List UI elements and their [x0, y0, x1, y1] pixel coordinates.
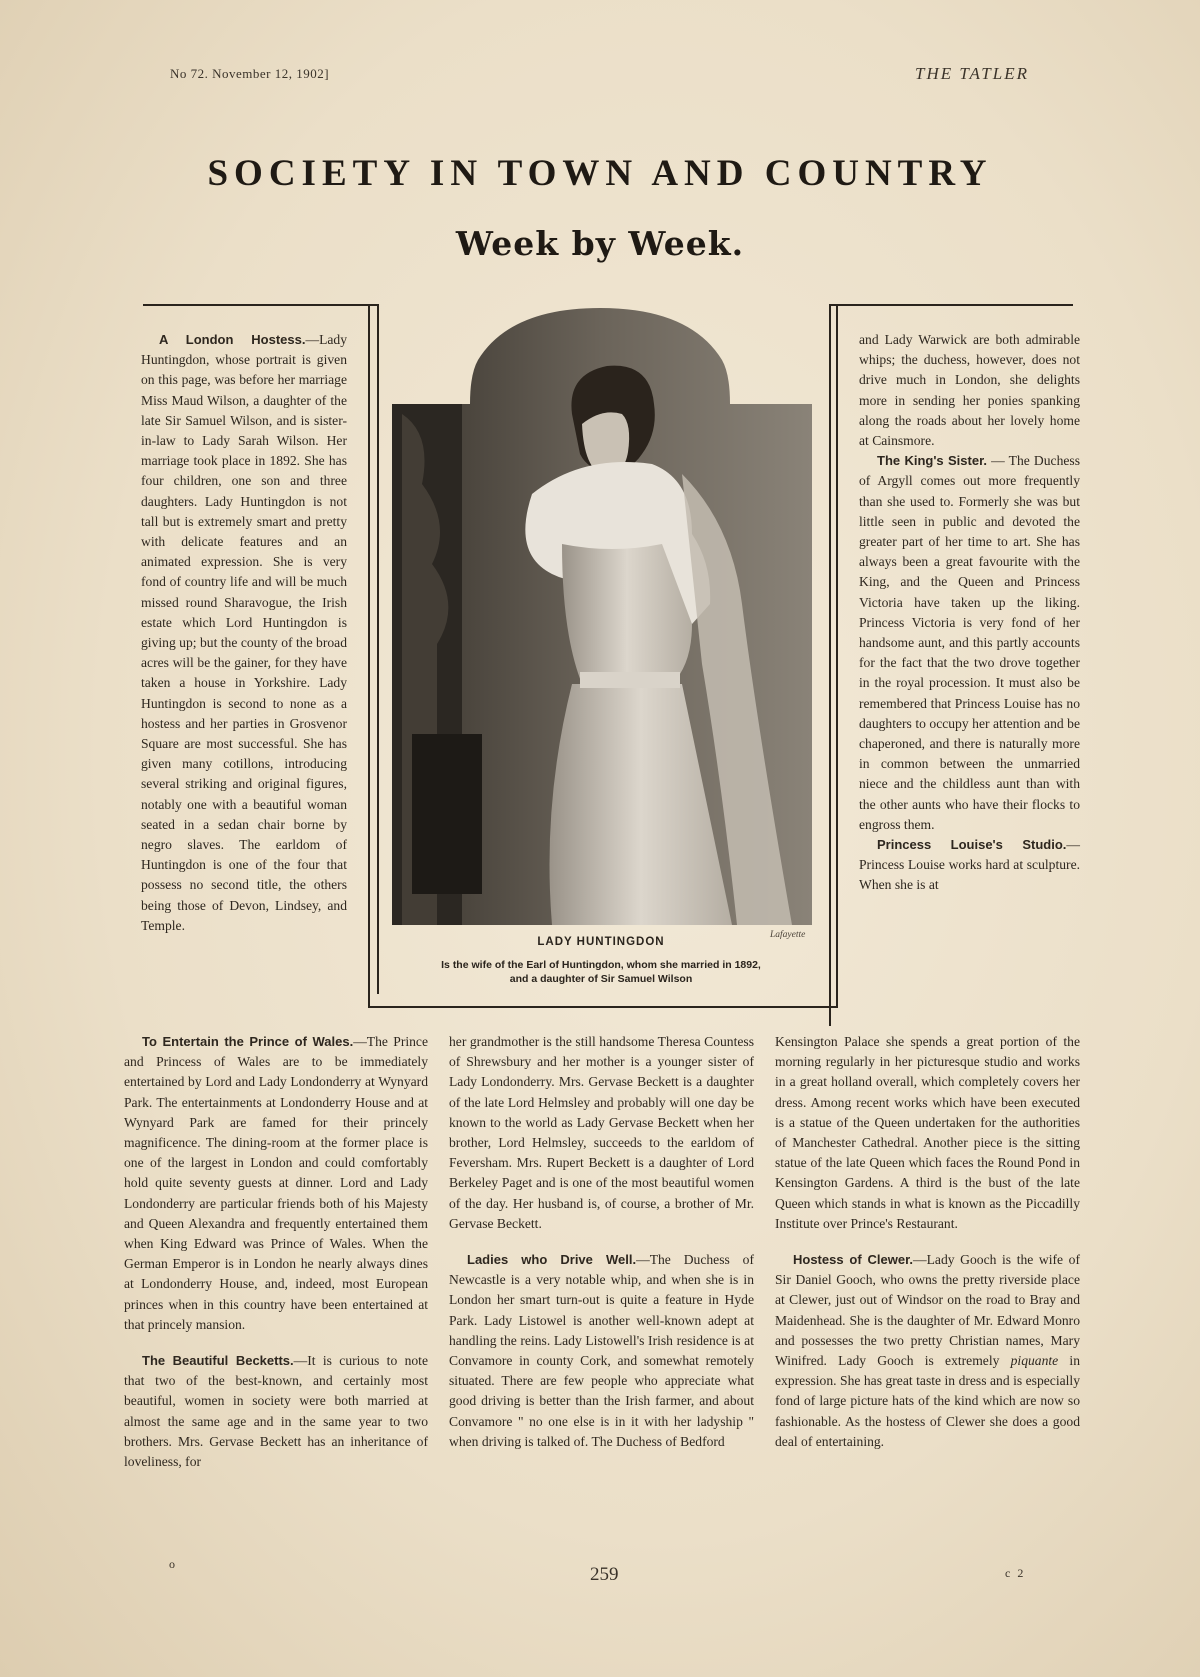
magazine-title: THE TATLER — [915, 64, 1029, 83]
photo-credit: Lafayette — [770, 930, 806, 940]
bottom-column-1 — [124, 1032, 428, 1472]
article-body: —Lady Huntingdon, whose portrait is given on this page, was before her marriage Miss Maud Wilson, a daughter of the late Sir Samuel Wilson, and is sister-in-law to Lady Sarah Wilson. Her marriage took place in 1892. She has four children, one son and three daughters. Lady Huntingdon is not tall but is extremely smart and pretty with delicate features and an animated expression. She is very fond of country life and will be much missed round Sharavogue, the Irish estate which Lord Huntingdon is giving up; but the county of the broad acres will be the gainer, for they have taken a house in Yorkshire. Lady Huntingdon is second to none as a hostess and her parties in Grosvenor Square are most successful. She has given many cotillons, introducing several striking and original figures, notably one with a beautiful woman seated in a sedan chair borne by negro slaves. The earldom of Huntingdon is one of the four that possess no second title, the others being those of Devon, Lindsey, and Temple. — [141, 332, 347, 933]
page-subtitle: Week by Week. — [455, 224, 745, 263]
article-body: — The Duchess of Argyll comes out more frequently than she used to. Formerly she was but little seen in public and devoted the greater part of her time to art. She has always been a great favourite with the King, and the Queen and Princess Victoria have taken up the liking. Princess Victoria is very fond of her handsome aunt, and this partly accounts for the fact that the two drove together in the royal procession. It must also be remembered that Princess Louise has no daughters to occupy her attention and be chaperoned, and there is naturally more in common between the unmarried niece and the childless aunt than with the other aunts who have their flocks to engross them. — [859, 453, 1080, 832]
article-clewer — [775, 1250, 1080, 1452]
photo-caption-line-2: and a daughter of Sir Samuel Wilson — [509, 973, 693, 985]
footer-left-mark: o — [169, 1557, 175, 1571]
issue-line: No 72. November 12, 1902] — [170, 66, 330, 81]
photo-caption-line-1: Is the wife of the Earl of Huntingdon, whom she married in 1892, — [441, 959, 761, 971]
article-body: —Lady Gooch is the wife of Sir Daniel Gooch, who owns the pretty riverside place at Clewer, just out of Windsor on the road to Bray and Maidenhead. She is the daughter of Mr. Edward Monro and possesses the two pretty Christian names, Mary Winifred. Lady Gooch is extremely — [775, 1252, 1080, 1369]
article-prince-of-wales — [124, 1032, 428, 1335]
article-body: —It is curious to note that two of the best-known, and certainly most beautiful, women in society were both married at almost the same age and in the same year to two brothers. Mrs. Gervase Beckett has an inheritance of loveliness, for — [124, 1353, 428, 1470]
right-column-top — [859, 330, 1080, 896]
article-louises-studio-continued: Kensington Palace she spends a great portion of the morning regularly in her picturesque studio and works in a great holland overall, which completely covers her dress. Among recent works which have been executed is a statue of the Queen undertaken for the authorities of Manchester Cathedral. Another piece is the sitting statue of the late Queen which faces the Round Pond in Kensington Gardens. A third is the bust of the late Queen which stands in what is known as the Piccadilly Institute over Prince's Restaurant. — [775, 1034, 1080, 1231]
article-kings-sister — [859, 451, 1080, 835]
article-heading: Hostess of Clewer. — [793, 1252, 914, 1268]
portrait-photo — [392, 304, 812, 925]
article-becketts-continued: her grandmother is the still handsome Theresa Countess of Shrewsbury and her mother is a younger sister of Lady Londonderry. Mrs. Gervase Beckett is a daughter of the late Lord Helmsley and probably will one day be known to the world as Lady Gervase Beckett when her brother, Lord Helmsley, succeeds to the earldom of Feversham. Mrs. Rupert Beckett is a daughter of Lord Berkeley Paget and is one of the most beautiful women of the day. Her husband is, of course, a brother of Mr. Gervase Beckett. — [449, 1034, 754, 1231]
article-louises-studio — [859, 835, 1080, 896]
article-london-hostess — [141, 330, 347, 936]
article-body: in expression. She has great taste in dress and is especially fond of large picture hats of the kind which are now so fashionable. As the hostess of Clewer she does a good deal of entertaining. — [775, 1353, 1080, 1449]
article-heading: Ladies who Drive Well. — [467, 1252, 637, 1268]
article-heading: A London Hostess. — [159, 332, 306, 347]
article-heading: Princess Louise's Studio. — [877, 837, 1067, 853]
page-title: SOCIETY IN TOWN AND COUNTRY — [207, 153, 993, 194]
article-heading: The King's Sister. — [877, 453, 988, 469]
footer-signature-mark: c 2 — [1005, 1566, 1026, 1580]
article-body: —The Prince and Princess of Wales are to be immediately entertained by Lord and Lady Londonderry at Wynyard Park. The entertainments at Londonderry House and at Wynyard Park are famed for their princely magnificence. The dining-room at the former place is one of the largest in London and could comfortably hold quite seventy guests at dinner. Lord and Lady Londonderry are particular friends both of his Majesty and Queen Alexandra and frequently entertained them when King Edward was Prince of Wales. When the German Emperor is in London he nearly always dines at Londonderry House, and, indeed, most European princes when in this country have been entertained at that princely mansion. — [124, 1034, 428, 1332]
article-italic-word: piquante — [1010, 1353, 1059, 1369]
article-continuation: and Lady Warwick are both admirable whips; the duchess, however, does not drive much in London, she delights more in sending her ponies spanking along the roads about her lovely home at Cainsmore. — [859, 332, 1080, 449]
bottom-column-3 — [775, 1032, 1080, 1452]
photo-caption-name: LADY HUNTINGDON — [537, 936, 665, 948]
article-ladies-drive — [449, 1250, 754, 1452]
article-body: — Princess Louise works hard at sculpture. When she is at — [859, 837, 1080, 893]
article-becketts — [124, 1351, 428, 1472]
article-heading: The Beautiful Becketts. — [142, 1353, 294, 1369]
page-number: 259 — [590, 1564, 619, 1585]
article-heading: To Entertain the Prince of Wales. — [142, 1034, 354, 1049]
bottom-column-2 — [449, 1032, 754, 1452]
article-body: —The Duchess of Newcastle is a very notable whip, and when she is in London her smart turn-out is quite a feature in Hyde Park. Lady Listowel is another well-known adept at handling the reins. Lady Listowell's Irish residence is at Convamore in county Cork, and somewhat remotely situated. There are few people who appreciate what good driving is better than the Irish farmer, and about Convamore " no one else is in it with her ladyship " when driving is talked of. The Duchess of Bedford — [449, 1252, 754, 1449]
photo-caption — [368, 958, 834, 986]
